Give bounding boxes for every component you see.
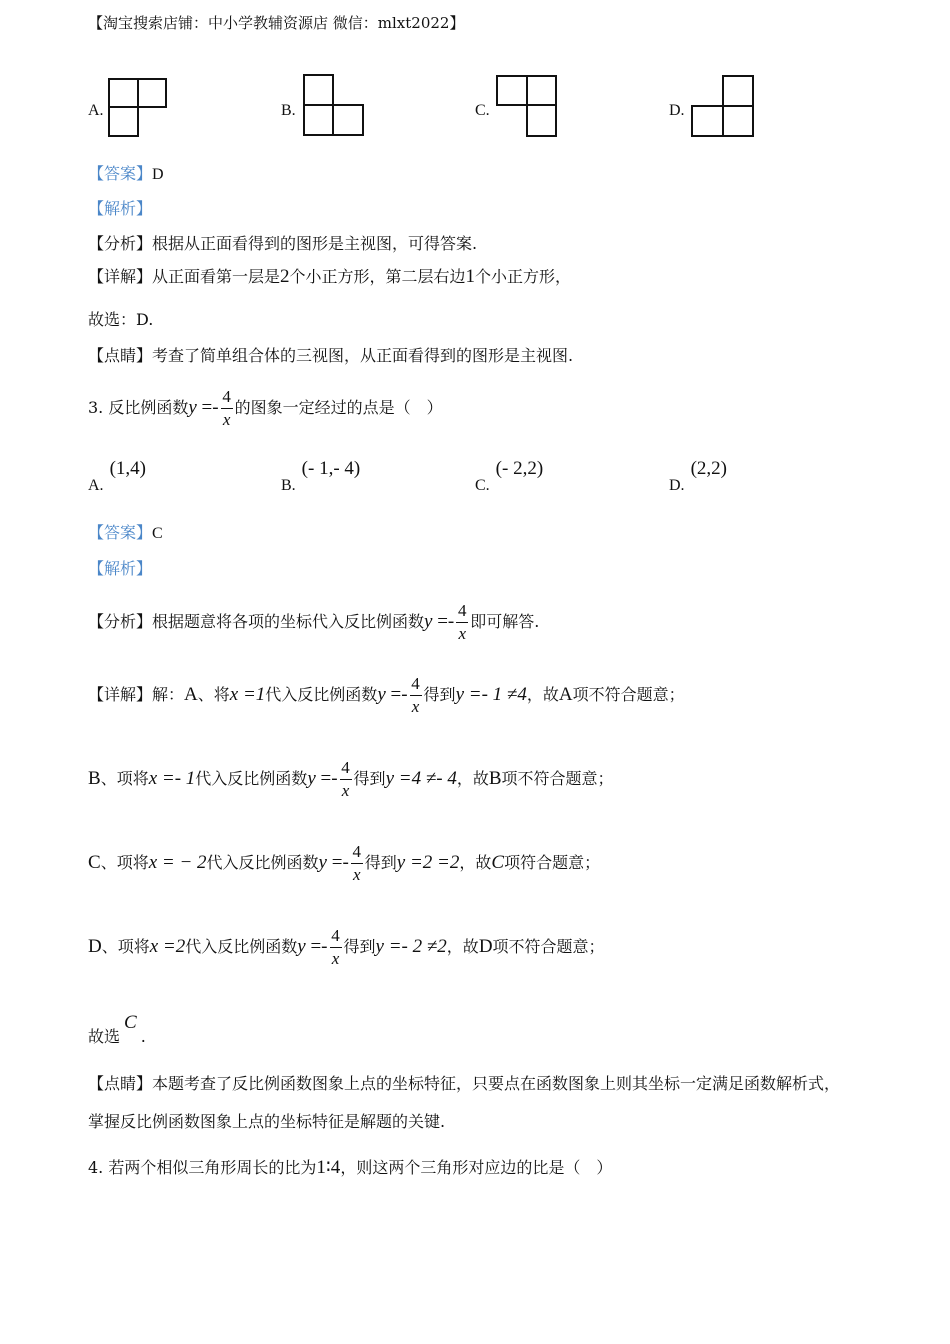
fenxi-tag: 【分析】 (88, 234, 153, 253)
q4-stem-post: ，则这两个三角形对应边的比是（ ） (340, 1158, 613, 1177)
q3-stem (88, 386, 443, 431)
q3-step-c (88, 841, 600, 886)
step-a-letter-2: A (558, 684, 573, 705)
q3-step-d (88, 925, 605, 970)
frac-den: x (458, 624, 467, 643)
step-b-y: y (307, 768, 316, 789)
frac-num: 4 (331, 926, 340, 945)
frac-den: x (222, 410, 231, 429)
step-a-letter: A (184, 684, 198, 705)
step-d-post2: 项不符合题意； (492, 937, 605, 956)
xiangjie-tag: 【详解】 (88, 267, 153, 286)
step-a-pre: 解： (152, 685, 185, 704)
step-d-x: x =2 (149, 936, 186, 957)
q3-step-b (88, 757, 614, 802)
answer-tag: 【答案】 (88, 164, 153, 183)
q2-dianjing (88, 343, 573, 366)
option-d-label: D. (669, 102, 685, 119)
step-c-get: 得到 (364, 853, 397, 872)
frac-num: 4 (458, 601, 467, 620)
step-a-res: y =- 1 ≠4 (455, 684, 527, 705)
step-b-fraction (340, 757, 352, 802)
q4-ratio: 1∶4 (316, 1157, 341, 1178)
option-d-figure (691, 75, 755, 138)
step-c-post2: 项符合题意； (504, 853, 601, 872)
guxuan-text: 故选 (88, 1027, 121, 1046)
step-c-post: ，故 (459, 853, 492, 872)
q2-guxuan: 故选：D. (88, 310, 154, 329)
q3-dianjing-line2: 掌握反比例函数图象上点的坐标特征是解题的关键. (88, 1112, 446, 1131)
q3-fenxi-tag: 【分析】 (88, 612, 153, 631)
step-d-eq: =- (305, 936, 328, 957)
step-d-letter: D (88, 936, 102, 957)
dianjing-tag: 【点睛】 (88, 346, 153, 365)
q3-dianjing-1: 本题考查了反比例函数图象上点的坐标特征，只要点在函数图象上则其坐标一定满足函数解析式， (152, 1074, 841, 1093)
answer-value: D (152, 166, 164, 183)
frac-num: 4 (222, 387, 231, 406)
q3-fraction (221, 386, 233, 431)
frac-num: 4 (352, 842, 362, 861)
step-b-get: 得到 (353, 769, 386, 788)
fenxi-fraction (456, 600, 468, 645)
q3-option-a-label: A. (88, 477, 104, 494)
step-d-mid2: 代入反比例函数 (185, 937, 298, 956)
step-d-post: ，故 (446, 937, 479, 956)
page-header: 【淘宝搜索店铺：中小学教辅资源店 微信：mlxt2022】 (88, 14, 465, 32)
q3-fenxi (88, 600, 539, 645)
q3-guxuan (88, 1010, 146, 1046)
step-b-eq: =- (315, 768, 338, 789)
q3-xiangjie-tag: 【详解】 (88, 685, 153, 704)
q3-dianjing (88, 1071, 840, 1094)
q2-answer (88, 161, 164, 184)
step-d-mid: 、项将 (101, 937, 150, 956)
frac-den: x (411, 697, 420, 716)
guxuan-letter: C (124, 1012, 137, 1033)
option-a-label: A. (88, 102, 104, 119)
step-c-mid2: 代入反比例函数 (206, 853, 319, 872)
step-a-x: x =1 (229, 684, 266, 705)
step-a-eq: =- (385, 684, 408, 705)
step-a-mid: 、将 (197, 685, 230, 704)
step-b-letter: B (88, 768, 101, 789)
step-b-res: y =4 ≠- 4 (385, 768, 457, 789)
option-b-label: B. (281, 102, 296, 119)
q3-option-b-label: B. (281, 477, 296, 494)
q3-fenxi-pre: 根据题意将各项的坐标代入反比例函数 (152, 612, 425, 631)
step-a-post: ，故 (526, 685, 559, 704)
step-c-x: x = − 2 (148, 852, 207, 873)
frac-num: 4 (411, 674, 420, 693)
step-b-post2: 项不符合题意； (501, 769, 614, 788)
dianjing-text: 考查了简单组合体的三视图，从正面看得到的图形是主视图. (152, 346, 574, 365)
q3-analysis-tag: 【解析】 (88, 559, 153, 578)
q3-option-d-value: (2,2) (690, 458, 727, 479)
q3-stem-prefix: 3. 反比例函数 (88, 398, 189, 417)
step-c-fraction (351, 841, 363, 886)
analysis-tag: 【解析】 (88, 199, 153, 218)
step-b-post: ，故 (456, 769, 489, 788)
xiangjie-text-3: 个小正方形， (475, 267, 572, 286)
xiangjie-num-2: 1 (465, 266, 476, 287)
step-a-fraction (410, 673, 422, 718)
option-c-figure (496, 75, 558, 138)
option-a-figure (108, 78, 168, 138)
q3-option-a-value: (1,4) (109, 458, 146, 479)
frac-den: x (353, 865, 361, 884)
fenxi-text: 根据从正面看得到的图形是主视图，可得答案. (152, 234, 478, 253)
xiangjie-text-2: 个小正方形，第二层右边 (289, 267, 466, 286)
step-b-mid2: 代入反比例函数 (195, 769, 308, 788)
frac-den: x (331, 949, 340, 968)
q4-stem-pre: 4. 若两个相似三角形周长的比为 (88, 1158, 317, 1177)
step-d-get: 得到 (343, 937, 376, 956)
step-b-mid: 、项将 (100, 769, 149, 788)
q3-answer-value: C (152, 525, 163, 542)
frac-num: 4 (341, 758, 350, 777)
step-a-y: y (377, 684, 386, 705)
step-b-letter-2: B (488, 768, 502, 789)
q3-answer-tag: 【答案】 (88, 523, 153, 542)
q3-option-d (669, 458, 727, 494)
guxuan-end: . (140, 1027, 146, 1046)
fenxi-eq: =- (432, 611, 455, 632)
step-c-mid: 、项将 (100, 853, 149, 872)
step-c-y: y (318, 852, 327, 873)
frac-den: x (341, 781, 350, 800)
step-c-letter-2: C (491, 852, 505, 873)
q3-option-b (281, 458, 361, 494)
step-a-post2: 项不符合题意； (572, 685, 685, 704)
q3-option-a (88, 458, 146, 494)
q3-option-c-label: C. (475, 477, 490, 494)
q3-option-c-value: (- 2,2) (495, 458, 544, 479)
q3-eq: =- (196, 397, 219, 418)
q3-y: y (188, 397, 197, 418)
option-b-figure (303, 74, 365, 138)
step-d-letter-2: D (478, 936, 493, 957)
fenxi-y: y (424, 611, 433, 632)
q3-option-c (475, 458, 544, 494)
q3-fenxi-post: 即可解答. (470, 612, 540, 631)
step-d-res: y =- 2 ≠2 (375, 936, 447, 957)
step-c-res: y =2 =2 (396, 852, 460, 873)
q2-xiangjie (88, 264, 571, 288)
q3-stem-suffix: 的图象一定经过的点是（ ） (234, 398, 443, 417)
q3-step-a (88, 673, 685, 718)
xiangjie-num-1: 2 (280, 266, 290, 287)
step-c-letter: C (88, 852, 101, 873)
q3-answer (88, 520, 163, 543)
step-d-fraction (330, 925, 342, 970)
step-c-eq: =- (326, 852, 349, 873)
step-a-mid2: 代入反比例函数 (265, 685, 378, 704)
step-d-y: y (297, 936, 306, 957)
q2-fenxi (88, 231, 477, 254)
step-b-x: x =- 1 (148, 768, 196, 789)
option-c-label: C. (475, 102, 490, 119)
step-a-get: 得到 (423, 685, 456, 704)
xiangjie-text-1: 从正面看第一层是 (152, 267, 281, 286)
q3-dianjing-tag: 【点睛】 (88, 1074, 153, 1093)
q3-option-d-label: D. (669, 477, 685, 494)
q3-option-b-value: (- 1,- 4) (301, 458, 361, 479)
q4-stem (88, 1155, 612, 1179)
